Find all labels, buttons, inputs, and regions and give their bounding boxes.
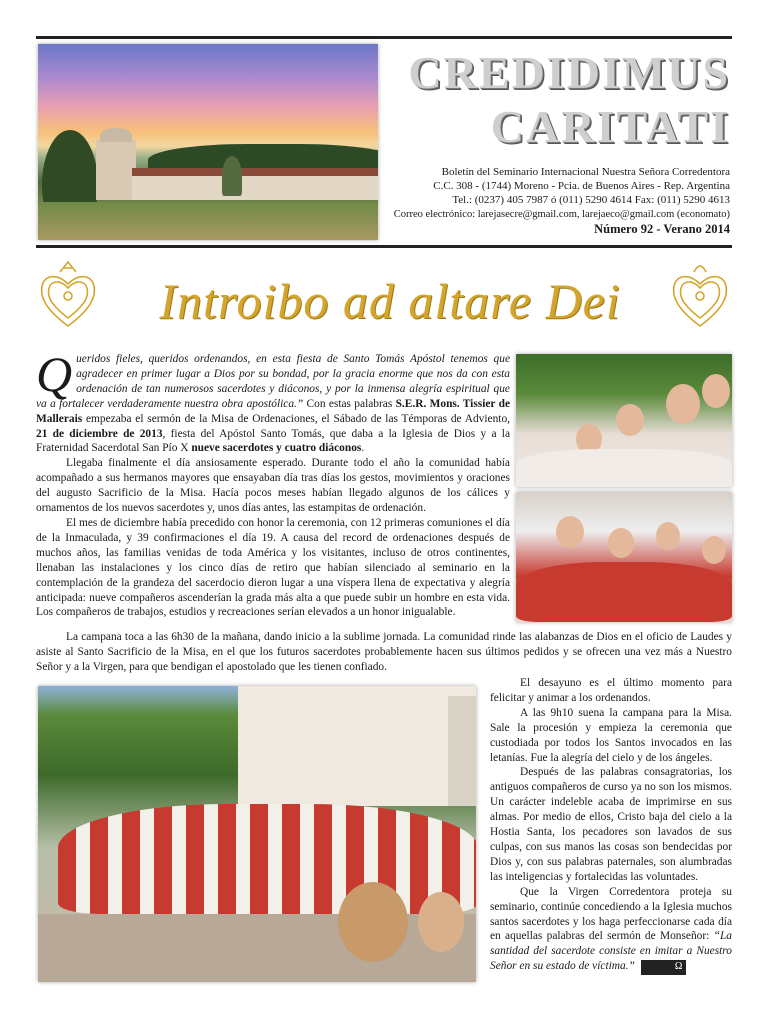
masthead-bottom-rule bbox=[36, 245, 732, 248]
end-mark: Ω bbox=[641, 960, 686, 975]
paragraph: A las 9h10 suena la campana para la Misa. Sale la procesión y empieza la ceremonia que custodiada por todos los Santos invocados en las letanías. Fue la alegría del cielo y de los ángeles. bbox=[490, 706, 732, 764]
paragraph: El desayuno es el último momento para felicitar y animar a los ordenandos. bbox=[490, 677, 732, 704]
paragraph: La campana toca a las 6h30 de la mañana, dando inicio a la sublime jornada. La comunidad rinde las alabanzas de Dios en el oficio de Laudes y asiste al Santo Sacrificio de la Misa, en el que los futuros sacerdotes probablemente hacen sus últimos pedidos y se ofrecen una vez más a Nuestro Señor y a la Virgen, para que bendigan el apostolado que les tienen confiado. bbox=[36, 631, 732, 673]
text-run: Con estas palabras bbox=[303, 397, 396, 410]
text-run: Que la Virgen Corredentora proteja su seminario, continúe concediendo a la Iglesia muchos santos sacerdotes y los haga perfeccionarse cada día en aquellas palabras del sermón de Monseñor: bbox=[490, 885, 732, 943]
article-continuation-column bbox=[490, 676, 732, 975]
sermon-opening-quote: ueridos fieles, queridos ordenandos, en esta fiesta de Santo Tomás Apóstol tenemos que agradecer en primer lugar a Dios por su bondad, por la gracia enorme que nos da con esta ordenación de tan numerosos sacerdotes y diáconos, y por la inmensa alegría espiritual que va a fortalecer verdaderamente nuestra obra apostólica.” bbox=[36, 353, 510, 410]
phone-fax: Tel.: (0237) 405 7987 ó (011) 5290 4614 Fax: (011) 5290 4613 bbox=[452, 194, 730, 206]
morning-paragraph bbox=[36, 630, 732, 675]
postal-address: C.C. 308 - (1744) Moreno - Pcia. de Buenos Aires - Rep. Argentina bbox=[433, 180, 730, 192]
text-run: empezaba el sermón de la Misa de Ordenaciones, el Sábado de las Témporas de Adviento, bbox=[82, 412, 510, 425]
ordained-priests-photo bbox=[516, 354, 732, 487]
masthead-title-line-2: CARITATI bbox=[490, 101, 730, 152]
ordination-group-photo bbox=[516, 492, 732, 622]
paragraph: Después de las palabras consagratorias, los antiguos compañeros de curso ya no son los mismos. Un carácter indeleble acaba de imprimirse en sus almas. Por medio de ellos, Cristo baja del cielo a la Hostia Santa, los pecadores son lavados de sus culpas, con sus manos las cosas son bendecidas por Dios y, con sus palabras paternales, son alumbradas las inteligencias y fortalecidas las voluntades. bbox=[490, 766, 732, 883]
text-run: . bbox=[361, 442, 365, 455]
paragraph bbox=[490, 885, 732, 975]
issue-number: Número 92 - Verano 2014 bbox=[594, 222, 730, 236]
drop-cap: Q bbox=[36, 346, 73, 402]
top-rule bbox=[36, 36, 732, 39]
text-run: , fiesta del Apóstol Santo Tomás, que daba a la Iglesia de Dios y a la Fraternidad Sacerdotal San Pío X bbox=[36, 427, 510, 455]
paragraph: El mes de diciembre había precedido con honor la ceremonia, con 12 primeras comuniones el día de la Inmaculada, y 39 confirmaciones el día 19. A causa del record de ordenaciones después de muchos años, las familias venidas de toda América y los visitantes, incluso de otros continentes, llenaban las instalaciones y los cinco días de retiro que habían silenciado al seminario en la contemplación de la grandeza del sacerdocio dieron lugar a una víspera llena de expectativa y alegría anticipada: nueve compañeros ascenderían la grada más alta a que puede subir un hombre en esta vida. Los compañeros de trabajos, estudios y recreaciones serían elevados a un honor inigualable. bbox=[36, 516, 510, 619]
paragraph: Llegaba finalmente el día ansiosamente esperado. Durante todo el año la comunidad había acompañado a sus hermanos mayores que ensayaban día tras días los gestos, movimientos y oraciones del augusto Sacrificio de la Misa. Hacía pocos meses habían llegado algunos de los cálices y ornamentos de los nuevos sacerdotes y, unos días antes, las estampitas de ordenación. bbox=[36, 457, 510, 515]
ordination-date: 21 de diciembre de 2013 bbox=[36, 427, 163, 440]
article-title: Introibo ad altare Dei bbox=[159, 273, 621, 329]
bulletin-subtitle: Boletín del Seminario Internacional Nuestra Señora Corredentora bbox=[441, 166, 730, 178]
masthead-title-line-1: CREDIDIMUS bbox=[408, 47, 730, 98]
email-addresses: Correo electrónico: larejasecre@gmail.com, larejaeco@gmail.com (economato) bbox=[393, 209, 730, 220]
clergy-group-procession-photo bbox=[38, 686, 476, 982]
closing-sermon-quote: “La santidad del sacerdote consiste en imitar a Nuestro Señor en su estado de víctima.” bbox=[490, 930, 732, 973]
seminary-sunset-photo bbox=[38, 44, 378, 240]
ordination-count: nueve sacerdotes y cuatro diáconos bbox=[191, 442, 362, 455]
article-intro-column bbox=[36, 346, 510, 620]
immaculate-heart-icon bbox=[668, 258, 732, 330]
bishop-name: S.E.R. Mons. Tissier de Mallerais bbox=[36, 397, 510, 425]
sacred-heart-icon bbox=[36, 258, 100, 330]
